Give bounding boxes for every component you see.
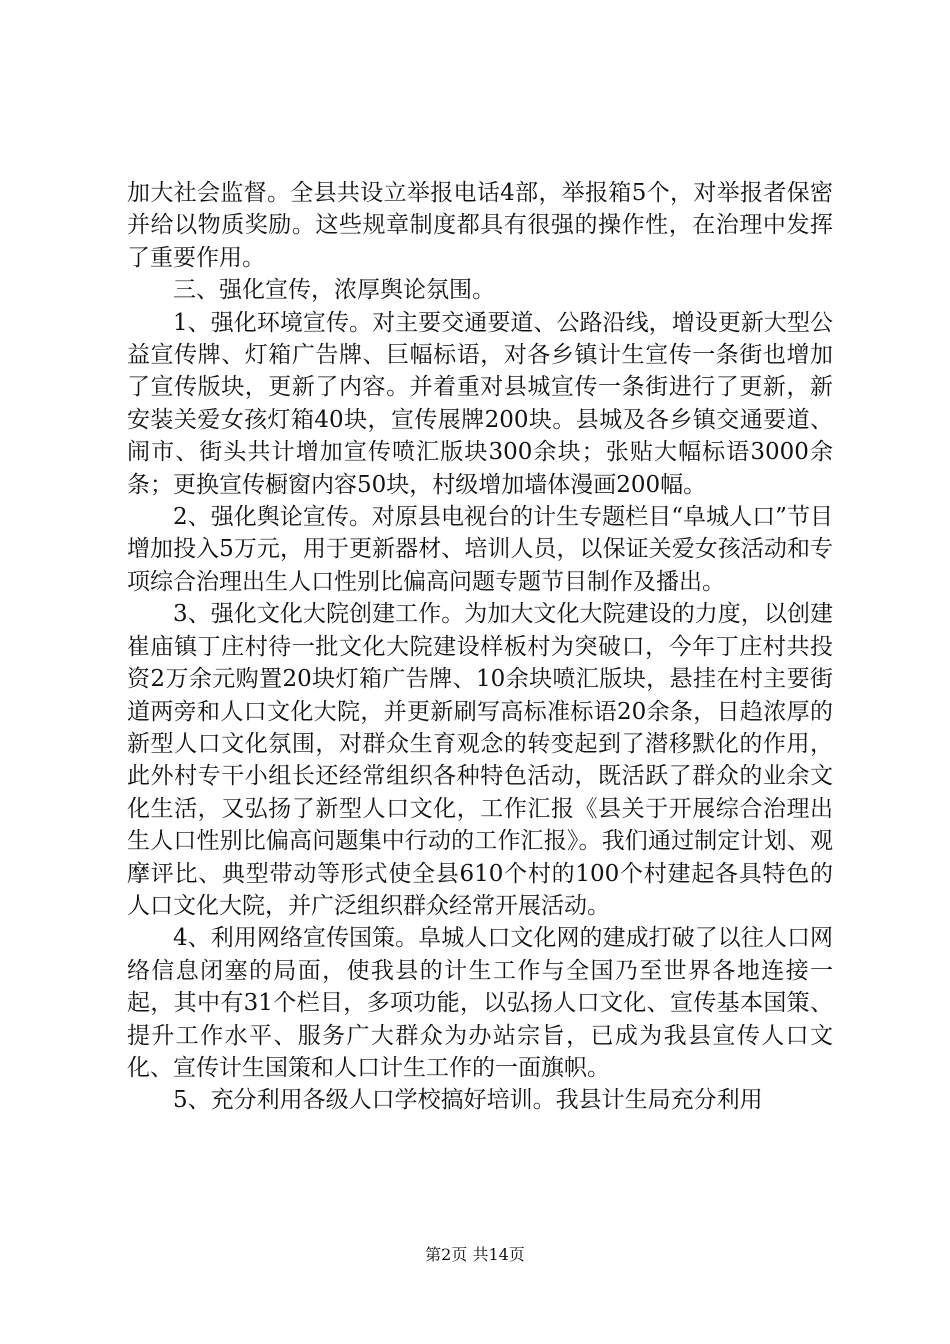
paragraph-public-opinion: 2、强化舆论宣传。对原县电视台的计生专题栏目“阜城人口”节目增加投入5万元，用于更新器材、培训人员，以保证关爱女孩活动和专项综合治理出生人口性别比偏高问题专题节目制作及播出。 — [127, 504, 833, 595]
page-number-footer: 第2页 共14页 — [425, 1245, 525, 1264]
paragraph-environment-publicity: 1、强化环境宣传。对主要交通要道、公路沿线，增设更新大型公益宣传牌、灯箱广告牌、巨幅标语，对各乡镇计生宣传一条街也增加了宣传版块，更新了内容。并着重对县城宣传一条街进行了更新，新安装关爱女孩灯箱40块，宣传展牌200块。县城及各乡镇交通要道、闹市、街头共计增加宣传喷汇版块300余块；张贴大幅标语3000余条；更换宣传橱窗内容50块，村级增加墙体漫画200幅。 — [127, 309, 833, 498]
paragraph-population-schools: 5、充分利用各级人口学校搞好培训。我县计生局充分利用 — [173, 1087, 763, 1114]
document-body — [127, 177, 833, 1117]
paragraph-culture-courtyard: 3、强化文化大院创建工作。为加大文化大院建设的力度，以创建崔庙镇丁庄村待一批文化大院建设样板村为突破口，今年丁庄村共投资2万余元购置20块灯箱广告牌、10余块喷汇版块，悬挂在村主要街道两旁和人口文化大院，并更新刷写高标准标语20余条，日趋浓厚的新型人口文化氛围，对群众生育观念的转变起到了潜移默化的作用，此外村专干小组长还经常组织各种特色活动，既活跃了群众的业余文化生活，又弘扬了新型人口文化，工作汇报《县关于开展综合治理出生人口性别比偏高问题集中行动的工作汇报》。我们通过制定计划、观摩评比、典型带动等形式使全县610个村的100个村建起各具特色的人口文化大院，并广泛组织群众经常开展活动。 — [127, 601, 833, 919]
section-heading-publicity: 三、强化宣传，浓厚舆论氛围。 — [173, 277, 495, 304]
paragraph-network-publicity: 4、利用网络宣传国策。阜城人口文化网的建成打破了以往人口网络信息闭塞的局面，使我县的计生工作与全国乃至世界各地连接一起，其中有31个栏目，多项功能，以弘扬人口文化、宣传基本国策、提升工作水平、服务广大群众为办站宗旨，已成为我县宣传人口文化、宣传计生国策和人口计生工作的一面旗帜。 — [127, 925, 833, 1081]
paragraph-supervision: 加大社会监督。全县共设立举报电话4部，举报箱5个，对举报者保密并给以物质奖励。这些规章制度都具有很强的操作性，在治理中发挥了重要作用。 — [127, 180, 833, 271]
